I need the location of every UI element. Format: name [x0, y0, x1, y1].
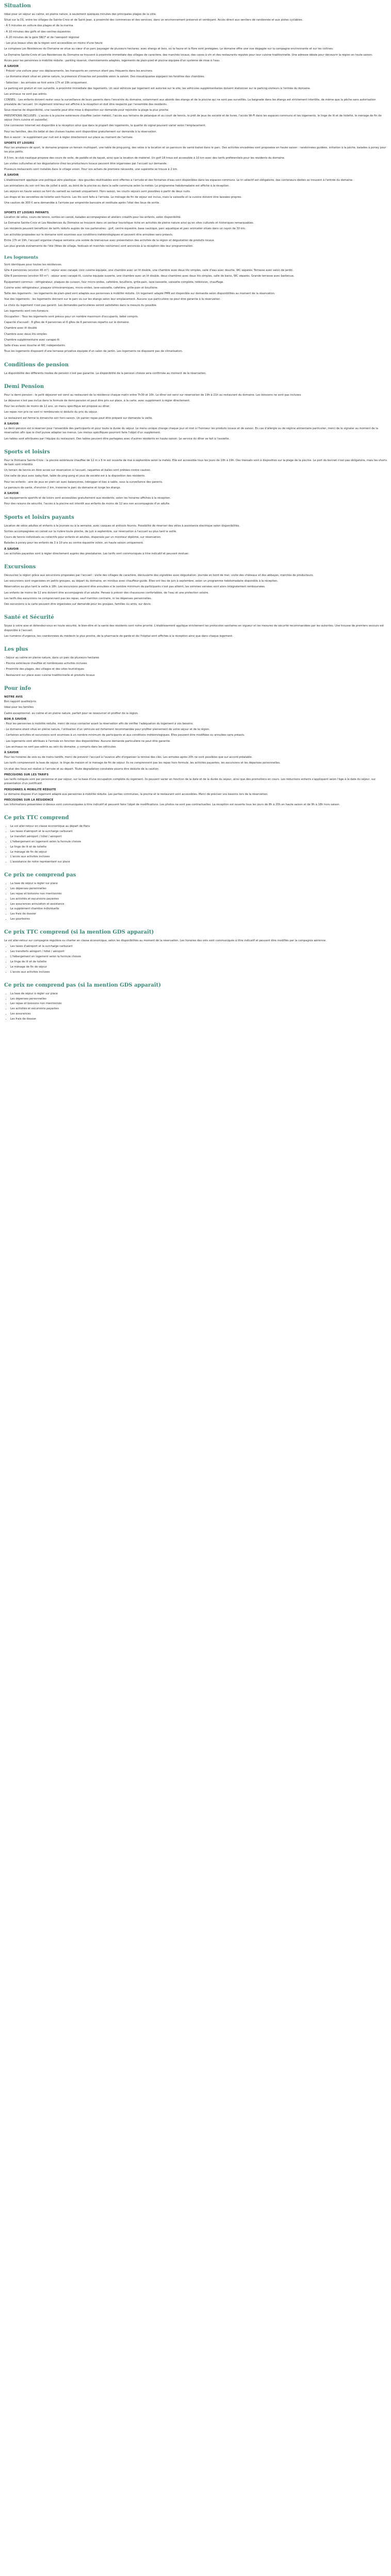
- section-title: Les plus: [4, 646, 28, 652]
- paragraph: Capacité d'accueil : 8 gîtes de 4 personnes et 6 gîtes de 6 personnes répartis sur le domaine.: [4, 321, 130, 325]
- paragraph: Les tarifs des excursions ne comprennent pas les repas, sauf mention contraire, ni les dépenses personnelles.: [4, 597, 152, 600]
- paragraph: Une connexion Internet est disponible à la réception ainsi que dans la plupart des logements, la qualité du signal pouvant varier selon l'emplacement.: [4, 124, 206, 128]
- paragraph: Gîte 4 personnes (environ 45 m²) : séjour avec canapé, coin cuisine équipée, une chambre avec un lit double, une chambre avec deux lits simples, salle d'eau avec douche, WC séparés. Terrasse avec salon de jardin.: [4, 269, 294, 273]
- paragraph: - Les plus beaux sites de la région sont accessibles en moins d'une heure: [4, 42, 103, 45]
- paragraph: Balades à poney pour les enfants de 3 à 10 ans au centre équestre voisin, en haute saison uniquement.: [4, 541, 144, 545]
- section-title: Sports et loisirs payants: [4, 514, 74, 520]
- paragraph: Le domaine dispose d'un logement adapté aux personnes à mobilité réduite. Les parties communes, la piscine et le restaurant sont accessibles. Merci de préciser vos besoins lors de la réservation.: [4, 792, 268, 796]
- subsection-label: À SAVOIR: [4, 64, 19, 68]
- paragraph: Les repas non pris ne sont ni remboursés ni déduits du prix du séjour.: [4, 411, 98, 414]
- section-title: Demi Pension: [4, 383, 44, 389]
- subsection-label: À SAVOIR: [4, 422, 19, 426]
- list-item: • L'hébergement en logement selon la formule choisie: [10, 840, 387, 844]
- list-item: • L'hébergement en logement selon la formule choisie: [10, 955, 387, 959]
- subsection-label: SPORTS ET LOISIRS PAYANTS: [4, 211, 49, 214]
- paragraph: - Les animaux ne sont pas admis au sein du domaine, y compris dans les véhicules.: [4, 745, 117, 749]
- paragraph: Pour la demi-pension : le petit déjeuner est servi au restaurant de la résidence chaque matin entre 7h30 et 10h. Le dîner est servi sur réservation de 19h à 21h au restaurant du domaine. Les boissons ne sont pas incluses.: [4, 393, 302, 397]
- subsection-label: BON À SAVOIR: [4, 717, 27, 721]
- section-spacer: [4, 250, 387, 252]
- bullet-list: [4, 882, 387, 921]
- paragraph: - À 5 minutes en voiture des plages et de la marina: [4, 24, 73, 28]
- paragraph: Bon rapport qualité/prix: [4, 700, 37, 704]
- paragraph: Cadre exceptionnel, au calme et en pleine nature, parfait pour se ressourcer et profiter de la région.: [4, 711, 139, 715]
- list-item: • La taxe de séjour à régler sur place: [10, 992, 387, 996]
- paragraph: Les informations présentées ci-dessus sont communiquées à titre indicatif et peuvent faire l'objet de modifications. Les photos ne sont pas contractuelles. La réception est ouverte tous les jours de 8h à 20h en haute saison et de 9h à 18h hors saison.: [4, 803, 340, 807]
- paragraph: Les séjours en haute saison se font du samedi au samedi uniquement. Hors saison, les courts séjours sont possibles à partir de deux nuits.: [4, 190, 191, 193]
- list-item: • Le linge de lit et de toilette: [10, 960, 387, 964]
- paragraph: Le restaurant est fermé le dimanche soir hors saison. Un panier repas peut être préparé sur demande la veille.: [4, 416, 153, 420]
- paragraph: Les animations du soir ont lieu de juillet à août, au bord de la piscine ou dans la salle commune selon la météo. Le programme hebdomadaire est affiché à la réception.: [4, 184, 230, 188]
- paragraph: Pour les familles, des lits bébé et des chaises hautes sont disponibles gratuitement sur demande à la réservation.: [4, 130, 157, 133]
- paragraph: Bon à savoir : le supplément par nuit est à régler directement sur place au moment de l'arrivée.: [4, 135, 134, 139]
- subsection-label: À SAVOIR: [4, 751, 19, 755]
- paragraph: Idéal pour les familles: [4, 706, 34, 709]
- paragraph: Les activités payantes sont à régler directement auprès des prestataires. Les tarifs sont communiqués à titre indicatif et peuvent évoluer.: [4, 552, 189, 555]
- section-title: Ce prix TTC comprend: [4, 815, 69, 821]
- list-item: • Les frais de dossier: [10, 1017, 387, 1021]
- paragraph: La demi-pension est à réserver pour l'ensemble des participants et pour toute la durée du séjour. Le menu unique change chaque jour et met à l'honneur les produits locaux et de saison. En cas d'allergie ou de régime alimentaire particulier, merci de le signaler au moment de la réservation afin que le chef puisse adapter les menus. Les menus spécifiques pourront faire l'objet d'un supplément.: [4, 427, 378, 435]
- list-item: • L'assistance de notre représentant sur place: [10, 860, 387, 864]
- paragraph: Une caution de 300 € sera demandée à l'arrivée par empreinte bancaire et restituée après l'état des lieux de sortie.: [4, 201, 160, 205]
- list-item: • La taxe de séjour à régler sur place: [10, 882, 387, 886]
- bullet-list: [4, 824, 387, 864]
- paragraph: Le parking est gratuit et non surveillé, à proximité immédiate des logements. Un seul véhicule par logement est autorisé sur le site, les véhicules supplémentaires doivent stationner sur le parking visiteurs à l'entrée du domaine.: [4, 87, 311, 90]
- section-title: Pour info: [4, 685, 31, 691]
- paragraph: Les résidents peuvent bénéficier de tarifs réduits auprès de nos partenaires : golf, centre équestre, base nautique, parc aquatique et parc animalier situés dans un rayon de 30 km.: [4, 227, 246, 231]
- paragraph: Situé sur la D1, entre les villages de Sainte-Croix et de Saint-Jean, à proximité des commerces et des services, dans un environnement préservé et verdoyant. Accès direct aux sentiers de randonnée et aux pistes cyclables.: [4, 19, 303, 22]
- paragraph: Le déjeuner n'est pas inclus dans la formule de demi-pension et peut être pris sur place, à la carte, avec supplément à régler directement.: [4, 399, 190, 402]
- paragraph: Taille des logements : les logements de plain-pied sont adaptés aux personnes à mobilité réduite. Un logement adapté PMR est disponible sur demande selon disponibilités au moment de la réservation.: [4, 292, 275, 296]
- subsection-label: SPORTS ET LOISIRS: [4, 142, 35, 145]
- paragraph: Les visites culturelles et les dégustations chez les producteurs locaux peuvent être organisées par l'accueil sur demande.: [4, 162, 168, 165]
- list-item: • Les taxes d'aéroport et la surcharge carburant: [10, 829, 387, 834]
- paragraph: Sont identiques pour toutes les résidences.: [4, 263, 62, 267]
- subsection-title: Les logements: [4, 255, 39, 260]
- paragraph: Chambre avec lit double: [4, 327, 37, 330]
- list-item: • Les activités et excursions payantes: [10, 1007, 387, 1011]
- paragraph: Salle d'eau avec douche et WC indépendants.: [4, 344, 66, 348]
- list-item: • Les activités et excursions payantes: [10, 897, 387, 901]
- paragraph: Les logements sont non-fumeurs.: [4, 309, 49, 313]
- paragraph: La disponibilité des différents modes de pension n'est pas garantie. La disponibilité de la pension choisie sera confirmée au moment de la réservation.: [4, 371, 207, 375]
- subsection-label: À SAVOIR: [4, 547, 19, 551]
- paragraph: Le parcours de santé, d'environ 2 km, traverse le parc du domaine et longe les étangs.: [4, 486, 121, 489]
- paragraph: Accès pour les personnes à mobilité réduite : parking réservé, cheminements adaptés, logements de plain-pied et piscine équipée d'un système de mise à l'eau.: [4, 59, 220, 62]
- paragraph: Sorties accompagnées en canoë sur la rivière toute proche, de juin à septembre, sur réservation à l'accueil au plus tard la veille.: [4, 530, 177, 533]
- paragraph: Cuisine avec réfrigérateur, plaques vitrocéramiques, micro-ondes, lave-vaisselle, cafetière, grille-pain et bouilloire.: [4, 286, 158, 290]
- paragraph: - Les logements sont attribués à l'arrivée en fonction des disponibilités. Aucune demande particulière ne peut être garantie.: [4, 739, 171, 743]
- list-item: • Les assurances annulation et assistance: [10, 902, 387, 906]
- paragraph: - À 10 minutes des golfs et des centres équestres: [4, 30, 71, 33]
- paragraph: Le Domaine Sainte-Croix et Les Résidences du Domaine se trouvent à proximité immédiate des villages de caractère, des marchés locaux, des caves à vin et des restaurants réputés pour leur cuisine traditionnelle. Une adresse idéale pour découvrir la région en toute saison.: [4, 53, 373, 57]
- paragraph: À 5 km, le club nautique propose des cours de voile, de paddle et de kayak, ainsi que la location de matériel. Un golf 18 trous est accessible à 10 km avec des tarifs préférentiels pour les résidents du domaine.: [4, 156, 285, 160]
- list-item: • Les frais de dossier: [10, 912, 387, 916]
- content-section: [4, 515, 387, 556]
- paragraph: Les tables sont attribuées par l'équipe du restaurant. Des tables peuvent être partagées avec d'autres résidents en haute saison. Le service du dîner se fait à l'assiette.: [4, 437, 230, 440]
- content-section: [4, 207, 387, 249]
- section-title: Ce prix ne comprend pas: [4, 872, 76, 878]
- paragraph: Équipement commun : réfrigérateur, plaques de cuisson, four micro-ondes, cafetière, bouilloire, grille-pain, lave-vaisselle, vaisselle complète, télévision, chauffage.: [4, 280, 224, 284]
- list-item: • Le vol aller-retour en classe économique au départ de Paris: [10, 824, 387, 828]
- paragraph: Sous réserve de disponibilité, une navette peut être mise à disposition sur demande pour rejoindre la plage la plus proche.: [4, 108, 169, 112]
- paragraph: Pour des raisons de sécurité, l'accès à la piscine est interdit aux enfants de moins de 12 ans non accompagnés d'un adulte.: [4, 502, 170, 506]
- list-item: • Les repas et boissons non mentionnés: [10, 1002, 387, 1006]
- content-section: [4, 647, 387, 677]
- content-section: [4, 929, 387, 974]
- content-section: [4, 982, 387, 1021]
- list-item: • Les pourboires: [10, 917, 387, 921]
- paragraph: Le Domaine Sainte-Croix et Les Résidences du Domaine se trouvent dans un secteur touristique riche en activités de pleine nature ainsi qu'en sites culturels et historiques remarquables.: [4, 222, 254, 225]
- section-title: Excursions: [4, 564, 36, 570]
- paragraph: Les tarifs indiqués sont par personne et par séjour, sur la base d'une occupation complète du logement. Ils peuvent varier en fonction de la date et de la durée du séjour, ainsi que des promotions en cours. Les réductions enfants s'appliquent selon l'âge à la date du séjour, sur présentation d'un justificatif.: [4, 778, 376, 786]
- paragraph: Pour le Domaine Sainte-Croix : la piscine extérieure chauffée de 12 m x 6 m est ouverte de mai à septembre selon la météo. Elle est accessible tous les jours de 10h à 19h. Des transats sont à disposition sur la plage de la piscine. Le port du bonnet n'est pas obligatoire, mais les shorts de bain sont interdits.: [4, 459, 387, 466]
- paragraph: Un terrain de tennis en libre accès sur réservation à l'accueil, raquettes et balles sont prêtées contre caution.: [4, 469, 151, 472]
- paragraph: Occupation : Tous les logements sont prévus pour un nombre maximum d'occupants, bébé compris.: [4, 315, 139, 318]
- list-item: • Le linge de lit et de toilette: [10, 845, 387, 849]
- paragraph: Gîte 6 personnes (environ 60 m²) : séjour avec canapé-lit, cuisine équipée ouverte, une chambre avec un lit double, deux chambres avec deux lits simples, salle de bains, WC séparés. Grande terrasse avec barbecue.: [4, 275, 295, 278]
- paragraph: Tous les logements disposent d'une terrasse privative équipée d'un salon de jardin. Les logements ne disposent pas de climatisation.: [4, 350, 183, 353]
- list-item: • Les dépenses personnelles: [10, 997, 387, 1001]
- list-item: • Les dépenses personnelles: [10, 887, 387, 891]
- paragraph: - Proximité des plages, des villages et des sites touristiques: [4, 668, 85, 671]
- list-item: • Les assurances: [10, 1012, 387, 1016]
- paragraph: Réservation au plus tard la veille à 18h. Les excursions peuvent être annulées si le nombre minimum de participants n'est pas atteint, les sommes versées sont alors intégralement remboursées.: [4, 585, 266, 589]
- paragraph: Les équipements sportifs et de loisirs sont accessibles gratuitement aux résidents, selon les horaires affichés à la réception.: [4, 497, 171, 500]
- paragraph: Idéal pour un séjour au calme, en pleine nature, à seulement quelques minutes des principales plages de la côte.: [4, 13, 157, 16]
- paragraph: - Restaurant sur place avec cuisine traditionnelle et produits locaux: [4, 673, 95, 677]
- paragraph: Cours de tennis individuels ou collectifs pour enfants et adultes, dispensés par un moniteur diplômé, sur réservation.: [4, 536, 161, 539]
- paragraph: Soyez à votre aise et détendez-vous en toute sécurité, le bien-être et la santé des résidents sont notre priorité. L'établissement applique strictement les protocoles sanitaires en vigueur et les mesures de sécurité recommandées par les autorités. Une trousse de premiers secours est disponible à l'accueil.: [4, 624, 384, 632]
- section-title: Conditions de pension: [4, 362, 69, 368]
- paragraph: L'établissement applique une politique zéro plastique : des gourdes réutilisables sont offertes à l'arrivée et des fontaines d'eau sont disponibles dans les espaces communs. Le tri sélectif est obligatoire, des conteneurs dédiés se trouvent à l'entrée du domaine.: [4, 178, 353, 182]
- paragraph: - Séjour au calme en pleine nature, dans un parc de plusieurs hectares: [4, 656, 100, 659]
- paragraph: Le choix du logement n'est pas garanti. Les demandes particulières seront satisfaites dans la mesure du possible.: [4, 303, 157, 307]
- list-item: • Les taxes d'aéroport et la surcharge carburant: [10, 944, 387, 948]
- list-item: • Le transfert aéroport / hôtel / aéroport: [10, 835, 387, 839]
- content-section: [4, 615, 387, 638]
- paragraph: Une salle de jeux avec baby-foot, table de ping-pong et jeux de société est à la disposition des résidents.: [4, 474, 145, 478]
- page-root: [0, 0, 391, 1033]
- paragraph: Location de vélos adultes et enfants à la journée ou à la semaine, avec casques et antivols fournis. Possibilité de réserver des vélos à assistance électrique selon disponibilités.: [4, 524, 240, 528]
- list-item: • L'accès aux activités incluses: [10, 970, 387, 974]
- content-section: [4, 564, 387, 606]
- paragraph: - Certaines activités et excursions sont soumises à un nombre minimum de participants et aux conditions météorologiques. Elles peuvent être modifiées ou annulées sans préavis.: [4, 734, 245, 737]
- paragraph: Les numéros d'urgence, les coordonnées du médecin le plus proche, de la pharmacie de garde et de l'hôpital sont affichés à la réception ainsi que dans chaque logement.: [4, 634, 233, 638]
- list-item: • Les transferts aéroport / hôtel / aéroport: [10, 950, 387, 954]
- content-section: [4, 872, 387, 921]
- paragraph: Entre 17h et 19h, l'accueil organise chaque semaine une soirée de bienvenue avec présentation des activités de la région et dégustation de produits locaux.: [4, 239, 215, 242]
- paragraph: Découvrez la région grâce aux excursions proposées par l'accueil : visite des villages de caractère, découverte des vignobles avec dégustation, journée en bord de mer, visite des châteaux et des abbayes, marchés de producteurs.: [4, 574, 314, 577]
- list-item: • Les repas et boissons non mentionnés: [10, 892, 387, 896]
- paragraph: Pour les enfants : aire de jeux en plein air avec balançoires, toboggan et bac à sable, sous la surveillance des parents.: [4, 480, 163, 484]
- section-spacer: [4, 207, 387, 209]
- paragraph: Le complexe Les Résidences du Domaine se situe au cœur d'un parc paysager de plusieurs hectares, avec étangs et bois, où la faune et la flore sont protégées. Le domaine offre une vue dégagée sur la campagne environnante et sur les collines.: [4, 47, 334, 51]
- list-item: • Le ménage de fin de séjour: [10, 965, 387, 969]
- bullet-list: [4, 992, 387, 1021]
- paragraph: PRESTATIONS INCLUSES : L'accès à la piscine extérieure chauffée (selon météo), l'accès aux terrains de pétanque et au court de tennis, le prêt de jeux de société et de livres, l'accès Wi-Fi dans les espaces communs et les logements, le linge de lit et de toilette, le ménage de fin de séjour (hors cuisine et vaisselle).: [4, 114, 382, 122]
- paragraph: Un état des lieux est réalisé à l'arrivée et au départ. Toute dégradation constatée pourra être déduite de la caution.: [4, 767, 159, 771]
- paragraph: Les draps et les serviettes de toilette sont fournis. Les lits sont faits à l'arrivée. Le ménage de fin de séjour est inclus, mais la vaisselle et la cuisine doivent être laissées propres.: [4, 196, 242, 199]
- subsection-label: PRÉCISIONS SUR LA RÉSIDENCE: [4, 799, 54, 802]
- paragraph: Les activités proposées sur le domaine sont soumises aux conditions météorologiques et peuvent être annulées sans préavis.: [4, 233, 173, 236]
- paragraph: Les plus grands événements de l'été (fêtes de village, festivals et marchés nocturnes) sont annoncés à la réception dès leur programmation.: [4, 244, 194, 248]
- section-title: Ce prix ne comprend pas (si la mention GDS apparaît): [4, 982, 161, 988]
- paragraph: Les animaux ne sont pas admis.: [4, 93, 47, 96]
- paragraph: Pour les amateurs de sport, le domaine propose un terrain multisport, une table de ping-pong, des vélos à la location et un parcours de santé balisé dans le parc. Des activités encadrées sont proposées en haute saison : randonnées guidées, initiation à la pêche, balades à poney pour les plus petits.: [4, 146, 386, 154]
- bullet-list: [4, 944, 387, 974]
- paragraph: - Piscine extérieure chauffée et nombreuses activités incluses: [4, 662, 87, 666]
- section-title: Ce prix TTC comprend (si la mention GDS apparaît): [4, 929, 154, 936]
- paragraph: CONSEIL : Les enfants doivent rester sous la surveillance de leurs parents dans l'enceinte du domaine, notamment aux abords des étangs et de la piscine qui ne sont pas surveillés. La baignade dans les étangs est strictement interdite, de même que la pêche sans autorisation préalable de l'accueil. Un règlement intérieur est affiché à la réception et doit être respecté par l'ensemble des résidents.: [4, 98, 376, 106]
- section-title: Sports et loisirs: [4, 449, 50, 455]
- content-section: [4, 384, 387, 441]
- paragraph: - Le domaine étant situé en pleine nature, l'utilisation d'un véhicule est fortement recommandée pour profiter pleinement de votre séjour et de la région.: [4, 728, 210, 732]
- section-title: Santé et Sécurité: [4, 615, 54, 621]
- paragraph: Pour les enfants de moins de 12 ans, un menu spécifique est proposé au dîner.: [4, 405, 110, 409]
- paragraph: - Le domaine étant situé en pleine nature, la présence d'insectes est possible selon la saison. Des moustiquaires équipent les fenêtres des chambres.: [4, 75, 205, 79]
- paragraph: Le vol aller-retour sur compagnie régulière ou charter en classe économique, selon les disponibilités au moment de la réservation. Les horaires des vols sont communiqués à titre indicatif et peuvent être modifiés par la compagnie aérienne.: [4, 939, 327, 943]
- paragraph: Plusieurs restaurants sont installés dans le village voisin. Pour vos achats de première nécessité, une supérette se trouve à 2 km.: [4, 168, 178, 172]
- content-section: [4, 3, 387, 206]
- paragraph: - À 20 minutes de la gare SNCF et de l'aéroport régional: [4, 36, 79, 39]
- content-section: [4, 250, 387, 353]
- paragraph: Location de vélos, cours de tennis, sorties en canoë, balades accompagnées et ateliers créatifs pour les enfants, selon disponibilité.: [4, 215, 182, 219]
- paragraph: Les excursions sont organisées en petits groupes, au départ du domaine, en minibus avec chauffeur-guide. Elles ont lieu de juin à septembre, selon un programme hebdomadaire disponible à la réception.: [4, 580, 279, 583]
- paragraph: Vue des logements : les logements donnent sur le parc ou sur les étangs selon leur emplacement. Aucune vue particulière ne peut être garantie à la réservation.: [4, 298, 221, 301]
- paragraph: Les tarifs comprennent la taxe de séjour, le linge de maison et le ménage de fin de séjour. Ils ne comprennent pas les repas hors formule, les activités payantes, les excursions et les dépenses personnelles.: [4, 761, 281, 765]
- paragraph: Chambre supplémentaire avec canapé-lit: [4, 338, 60, 342]
- subsection-label: PERSONNES À MOBILITÉ RÉDUITE: [4, 788, 56, 791]
- paragraph: Les enfants de moins de 12 ans doivent être accompagnés d'un adulte. Pensez à prévoir des chaussures confortables, de l'eau et une protection solaire.: [4, 591, 209, 595]
- content-section: [4, 686, 387, 807]
- section-title: Situation: [4, 3, 31, 9]
- list-item: • Le supplément chambre individuelle: [10, 907, 387, 911]
- list-item: • L'accès aux activités incluses: [10, 855, 387, 859]
- content-section: [4, 362, 387, 376]
- paragraph: Chambre avec deux lits simples: [4, 332, 47, 336]
- paragraph: - Pour les personnes à mobilité réduite, merci de nous contacter avant la réservation afin de vérifier l'adéquation du logement à vos besoins.: [4, 722, 194, 725]
- subsection-label: PRÉCISIONS SUR LES TARIFS: [4, 773, 49, 776]
- paragraph: Des excursions à la carte peuvent être organisées sur demande pour les groupes, familles ou amis, sur devis.: [4, 603, 152, 606]
- subsection-label: NOTRE AVIS: [4, 695, 23, 699]
- paragraph: Pour les horaires de vols ou de trains tardifs, merci de prévenir l'accueil à l'avance afin d'organiser la remise des clés. Les arrivées après 20h ne sont possibles que sur accord préalable.: [4, 756, 253, 759]
- paragraph: - Sélection : les arrivées se font entre 17h et 19h uniquement.: [4, 81, 88, 84]
- list-item: • Le ménage de fin de séjour: [10, 850, 387, 854]
- subsection-label: À SAVOIR: [4, 492, 19, 496]
- paragraph: - Prévoir une voiture pour vos déplacements, les transports en commun étant peu fréquents dans les environs.: [4, 70, 153, 73]
- subsection-label: À SAVOIR: [4, 174, 19, 177]
- content-section: [4, 449, 387, 506]
- content-section: [4, 815, 387, 864]
